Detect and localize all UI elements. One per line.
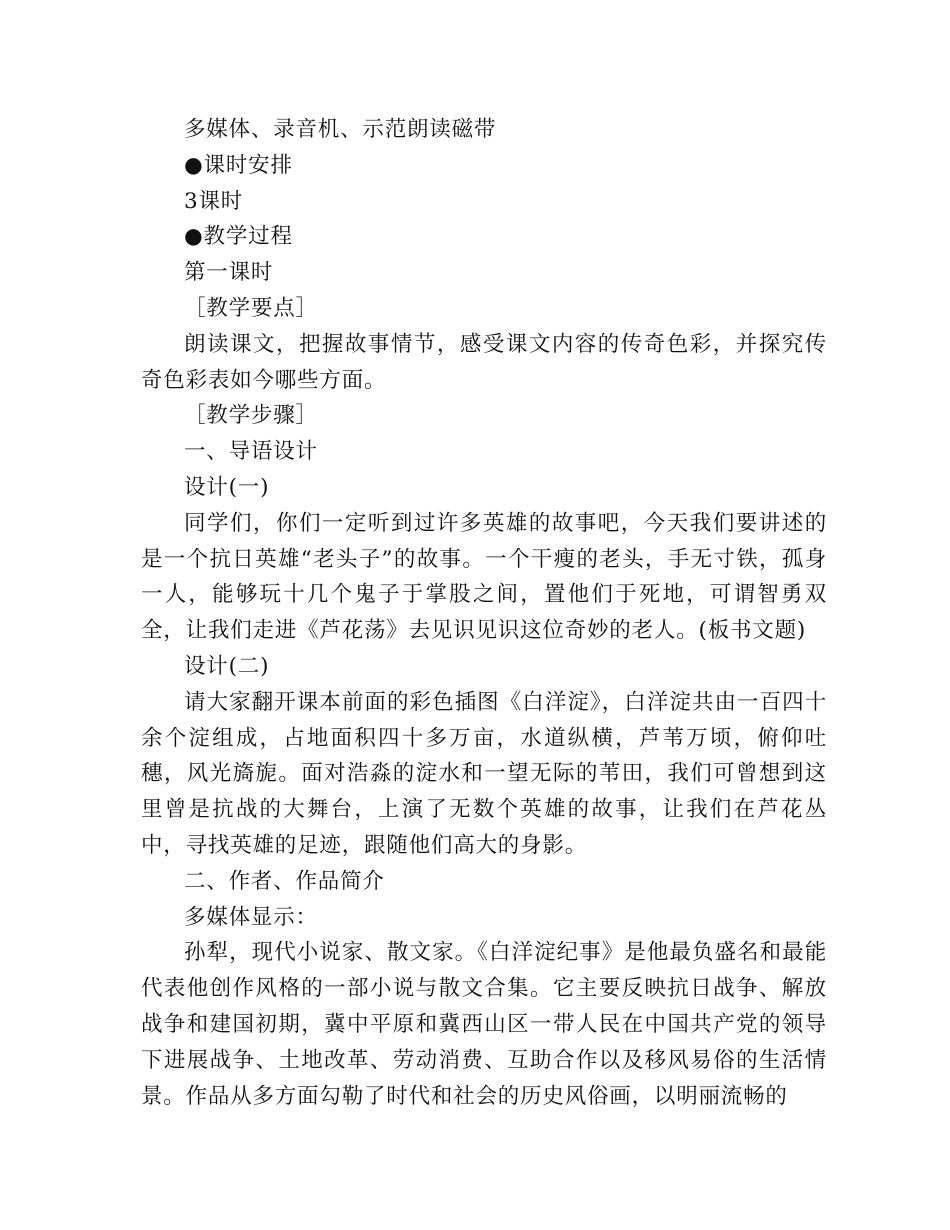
author-intro-heading: 二、作者、作品简介	[184, 868, 385, 894]
materials-line: 多媒体、录音机、示范朗读磁带	[184, 117, 497, 142]
lesson-count: 3课时	[184, 188, 244, 214]
section-heading-schedule: ●课时安排	[184, 152, 293, 178]
design-two-text: 请大家翻开课本前面的彩色插图《白洋淀》，白洋淀共由一百四十余个淀组成，占地面积四十多万亩，水道纵横，芦苇万顷，俯仰吐穗，风光旖旎。面对浩淼的淀水和一望无际的苇田，我们可曾想到这里曾是抗战的大舞台，上演了无数个英雄的故事，让我们在芦花丛中，寻找英雄的足迹，跟随他们高大的身影。	[141, 689, 827, 858]
key-points-heading: ［教学要点］	[184, 295, 318, 321]
author-intro-text: 孙犁，现代小说家、散文家。《白洋淀纪事》是他最负盛名和最能代表他创作风格的一部小说与散文合集。它主要反映抗日战争、解放战争和建国初期，冀中平原和冀西山区一带人民在中国共产党的领导下进展战争、土地改革、劳动消费、互助合作以及移风易俗的生活情景。作品从多方面勾勒了时代和社会的历史风俗画，以明丽流畅的	[141, 940, 827, 1109]
key-points-text: 朗读课文，把握故事情节，感受课文内容的传奇色彩，并探究传奇色彩表如今哪些方面。	[141, 331, 827, 393]
steps-heading: ［教学步骤］	[184, 403, 318, 429]
design-one-text: 同学们，你们一定听到过许多英雄的故事吧，今天我们要讲述的是一个抗日英雄“老头子”的故事。一个干瘦的老头，手无寸铁，孤身一人，能够玩十几个鬼子于掌股之间，置他们于死地，可谓智勇双全，让我们走进《芦花荡》去见识见识这位奇妙的老人。(板书文题)	[141, 510, 827, 644]
lesson-one-title: 第一课时	[184, 260, 274, 286]
design-one-heading: 设计(一)	[184, 474, 270, 500]
intro-design-heading: 一、导语设计	[184, 439, 318, 465]
section-heading-process: ●教学过程	[184, 224, 293, 250]
document-page	[141, 112, 827, 1114]
multimedia-display-label: 多媒体显示：	[184, 904, 318, 930]
design-two-heading: 设计(二)	[184, 653, 270, 679]
